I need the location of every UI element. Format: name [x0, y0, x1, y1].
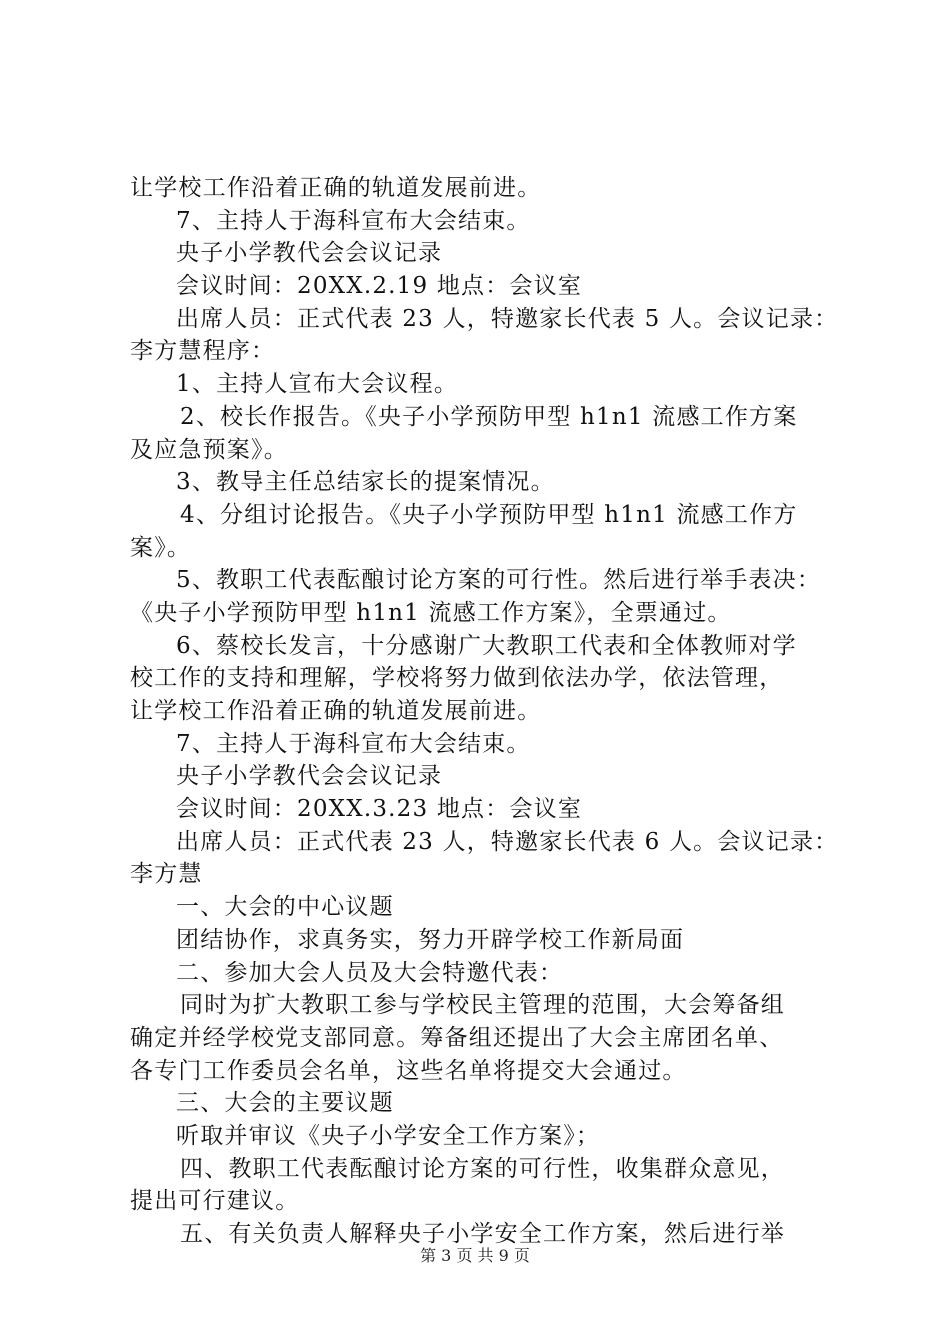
text-line: 1、主持人宣布大会议程。 [176, 371, 459, 398]
text-line: 4、分组讨论报告。《央子小学预防甲型 h1n1 流感工作方 [180, 501, 798, 528]
text-line: 7、主持人于海科宣布大会结束。 [176, 207, 531, 234]
text-line: 《央子小学预防甲型 h1n1 流感工作方案》，全票通过。 [130, 599, 732, 626]
text-line: 7、主持人于海科宣布大会结束。 [176, 730, 531, 757]
text-line: 四、教职工代表酝酿讨论方案的可行性，收集群众意见， [180, 1155, 785, 1182]
text-line: 2、校长作报告。《央子小学预防甲型 h1n1 流感工作方案 [180, 403, 798, 430]
text-line: 会议时间：20XX.3.23 地点：会议室 [176, 796, 583, 823]
text-line: 听取并审议《央子小学安全工作方案》； [176, 1122, 601, 1149]
text-line: 会议时间：20XX.2.19 地点：会议室 [176, 273, 583, 300]
text-line: 同时为扩大教职工参与学校民主管理的范围，大会筹备组 [180, 992, 785, 1019]
text-line: 五、有关负责人解释央子小学安全工作方案，然后进行举 [180, 1221, 785, 1247]
text-line: 团结协作，求真务实，努力开辟学校工作新局面 [176, 926, 685, 953]
text-line: 三、大会的主要议题 [176, 1090, 394, 1117]
text-line: 央子小学教代会会议记录 [176, 763, 443, 790]
text-line: 5、教职工代表酝酿讨论方案的可行性。然后进行举手表决： [176, 567, 822, 594]
text-line: 出席人员：正式代表 23 人，特邀家长代表 6 人。会议记录： [176, 828, 839, 855]
text-line: 6、蔡校长发言，十分感谢广大教职工代表和全体教师对学 [176, 632, 797, 659]
text-line: 确定并经学校党支部同意。筹备组还提出了大会主席团名单、 [130, 1024, 784, 1051]
text-line: 二、参加大会人员及大会特邀代表： [176, 959, 564, 986]
text-line: 让学校工作沿着正确的轨道发展前进。 [130, 698, 542, 724]
text-line: 提出可行建议。 [130, 1188, 300, 1215]
page-number-footer: 第 3 页 共 9 页 [420, 1246, 530, 1265]
text-line: 一、大会的中心议题 [176, 894, 394, 921]
text-line: 出席人员：正式代表 23 人，特邀家长代表 5 人。会议记录： [176, 305, 839, 332]
text-line: 央子小学教代会会议记录 [176, 240, 443, 267]
text-line: 及应急预案》。 [130, 436, 288, 463]
text-line: 各专门工作委员会名单，这些名单将提交大会通过。 [130, 1057, 687, 1084]
text-line: 让学校工作沿着正确的轨道发展前进。 [130, 175, 542, 201]
text-line: 3、教导主任总结家长的提案情况。 [176, 469, 555, 496]
text-line: 李方慧 [130, 861, 203, 888]
document-body [130, 172, 840, 1251]
text-line: 案》。 [130, 534, 192, 561]
text-line: 校工作的支持和理解，学校将努力做到依法办学，依法管理， [130, 665, 784, 692]
text-line: 李方慧程序： [130, 338, 276, 365]
